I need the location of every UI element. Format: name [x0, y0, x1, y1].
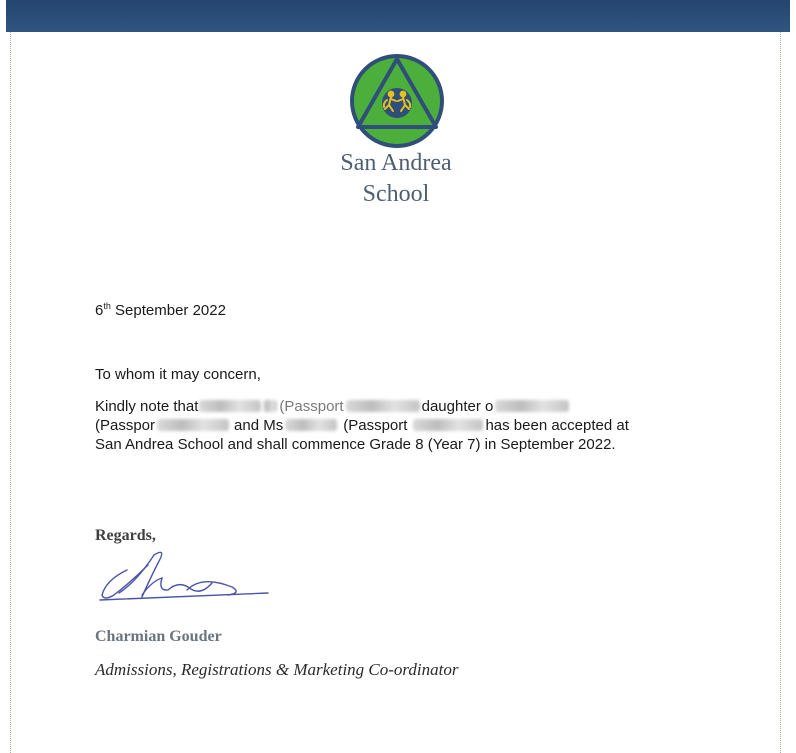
- body-text-segment: (Passpor: [95, 417, 156, 434]
- school-name-line2: School: [362, 181, 430, 207]
- body-line-2: [95, 416, 695, 435]
- signature-icon: [92, 545, 277, 605]
- signer-name: Charmian Gouder: [95, 628, 222, 645]
- redaction-block: [263, 400, 277, 412]
- redaction-block: [413, 419, 483, 431]
- signer-title: Admissions, Registrations & Marketing Co-ordinator: [95, 660, 459, 679]
- redaction-block: [157, 419, 229, 431]
- body-text-segment: Kindly note that: [95, 398, 199, 415]
- letter-date: [95, 302, 226, 320]
- closing: Regards,: [95, 527, 156, 544]
- letterhead-top-bar: [6, 0, 790, 32]
- page-border-left: [10, 32, 11, 753]
- body-line-1: [95, 397, 695, 416]
- body-line-3: San Andrea School and shall commence Grade 8 (Year 7) in September 2022.: [95, 436, 616, 453]
- school-logo-icon: [349, 53, 445, 149]
- redaction-block: [285, 419, 337, 431]
- body-text-segment: daughter o: [421, 398, 494, 415]
- page-border-right: [780, 32, 781, 753]
- date-suffix: th: [103, 301, 111, 311]
- redaction-block: [199, 400, 261, 412]
- body-text-segment: (Passport: [279, 398, 344, 415]
- letter-body: [95, 397, 695, 454]
- body-text-segment: and Ms: [234, 417, 284, 434]
- school-name-line1: San Andrea: [340, 150, 452, 176]
- redaction-block: [346, 400, 420, 412]
- salutation: To whom it may concern,: [95, 366, 261, 383]
- body-text-segment: (Passport: [343, 417, 408, 434]
- date-rest: September 2022: [110, 302, 226, 319]
- body-text-segment: has been accepted at: [485, 417, 629, 434]
- school-name: [296, 148, 496, 210]
- redaction-block: [495, 400, 569, 412]
- date-day: 6: [95, 302, 104, 319]
